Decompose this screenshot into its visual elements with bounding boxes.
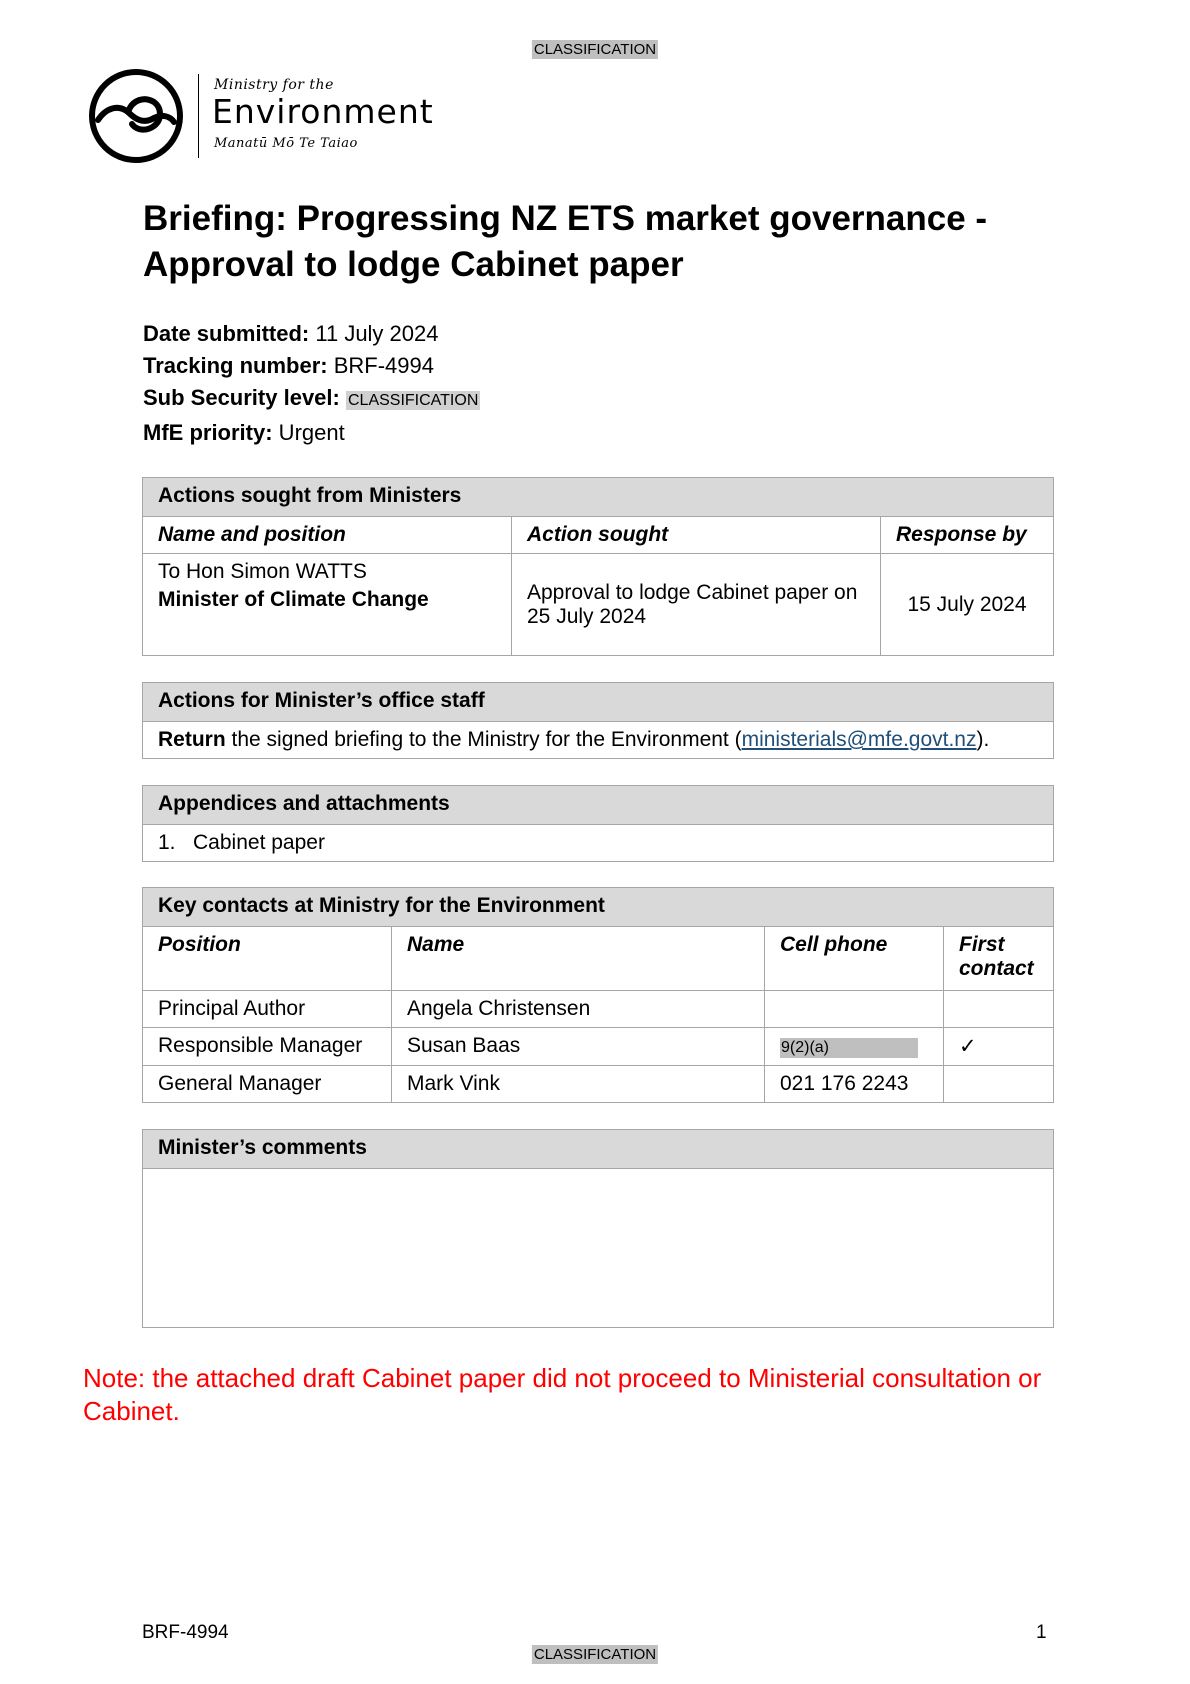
minister-comments-heading: Minister’s comments [143, 1130, 1054, 1169]
contact-name: Susan Baas [392, 1028, 765, 1066]
logo-line-2: Environment [212, 92, 434, 131]
actions-sought-table [142, 477, 1054, 656]
office-staff-instruction [143, 722, 1054, 759]
minister-comments-area[interactable] [143, 1169, 1054, 1328]
priority-value: Urgent [272, 420, 345, 445]
response-by-value: 15 July 2024 [881, 554, 1054, 656]
col-position: Position [143, 927, 392, 991]
tracking-number [143, 350, 480, 382]
appendices-heading: Appendices and attachments [143, 786, 1054, 825]
date-submitted [143, 318, 480, 350]
classification-banner-bottom: CLASSIFICATION [533, 1646, 657, 1663]
action-sought-value: Approval to lodge Cabinet paper on 25 July 2024 [512, 554, 881, 656]
contact-name: Mark Vink [392, 1066, 765, 1103]
col-response-by: Response by [881, 517, 1054, 554]
return-text: the signed briefing to the Ministry for the Environment ( [225, 728, 742, 751]
briefing-title: Briefing: Progressing NZ ETS market governance - Approval to lodge Cabinet paper [143, 199, 988, 284]
contact-first [944, 1066, 1054, 1103]
table-row [143, 991, 1054, 1028]
red-note: Note: the attached draft Cabinet paper did not proceed to Ministerial consultation or Cabinet. [83, 1363, 1042, 1426]
contact-phone [765, 1028, 944, 1066]
minister-position: Minister of Climate Change [158, 588, 429, 611]
tracking-value: BRF-4994 [327, 353, 434, 378]
priority-label: MfE priority: [143, 420, 273, 445]
contact-first [944, 1028, 1054, 1066]
office-staff-heading: Actions for Minister’s office staff [143, 683, 1054, 722]
logo-line-3: Manatū Mō Te Taiao [214, 136, 358, 151]
contact-name: Angela Christensen [392, 991, 765, 1028]
table-row [143, 1028, 1054, 1066]
minister-comments-table [142, 1129, 1054, 1328]
date-value: 11 July 2024 [309, 321, 439, 346]
footer-reference: BRF-4994 [142, 1622, 229, 1643]
contact-position: Principal Author [143, 991, 392, 1028]
page-number: 1 [1036, 1622, 1047, 1643]
col-action-sought: Action sought [512, 517, 881, 554]
minister-name: To Hon Simon WATTS [158, 560, 367, 583]
actions-sought-heading: Actions sought from Ministers [143, 478, 1054, 517]
briefing-metadata [143, 318, 480, 449]
contact-position: Responsible Manager [143, 1028, 392, 1066]
col-name-position: Name and position [143, 517, 512, 554]
checkmark-icon: ✓ [959, 1035, 977, 1058]
col-cell-phone: Cell phone [765, 927, 944, 991]
mfe-priority [143, 417, 480, 449]
return-text-end: ). [976, 728, 990, 751]
minister-cell [143, 554, 512, 656]
ministry-logo [88, 68, 468, 168]
col-name: Name [392, 927, 765, 991]
contact-phone [765, 991, 944, 1028]
office-staff-table [142, 682, 1054, 759]
tracking-label: Tracking number: [143, 353, 328, 378]
date-label: Date submitted: [143, 321, 310, 346]
security-level [143, 382, 480, 417]
classification-banner-top: CLASSIFICATION [533, 41, 657, 58]
security-label: Sub Security level: [143, 385, 340, 410]
col-first-contact: First contact [944, 927, 1054, 991]
key-contacts-table [142, 887, 1054, 1103]
ministerials-email-link[interactable]: ministerials@mfe.govt.nz [741, 728, 977, 751]
redacted-phone: 9(2)(a) [780, 1038, 918, 1058]
table-row [143, 1066, 1054, 1103]
contact-phone: 021 176 2243 [765, 1066, 944, 1103]
appendices-table [142, 785, 1054, 862]
appendix-item: 1. Cabinet paper [143, 825, 1054, 862]
contact-position: General Manager [143, 1066, 392, 1103]
key-contacts-heading: Key contacts at Ministry for the Environment [143, 888, 1054, 927]
ministry-emblem-icon [88, 68, 188, 168]
logo-line-1: Ministry for the [214, 77, 334, 93]
return-label: Return [158, 728, 226, 751]
security-value: CLASSIFICATION [347, 392, 479, 409]
contact-first [944, 991, 1054, 1028]
logo-divider [198, 74, 199, 158]
